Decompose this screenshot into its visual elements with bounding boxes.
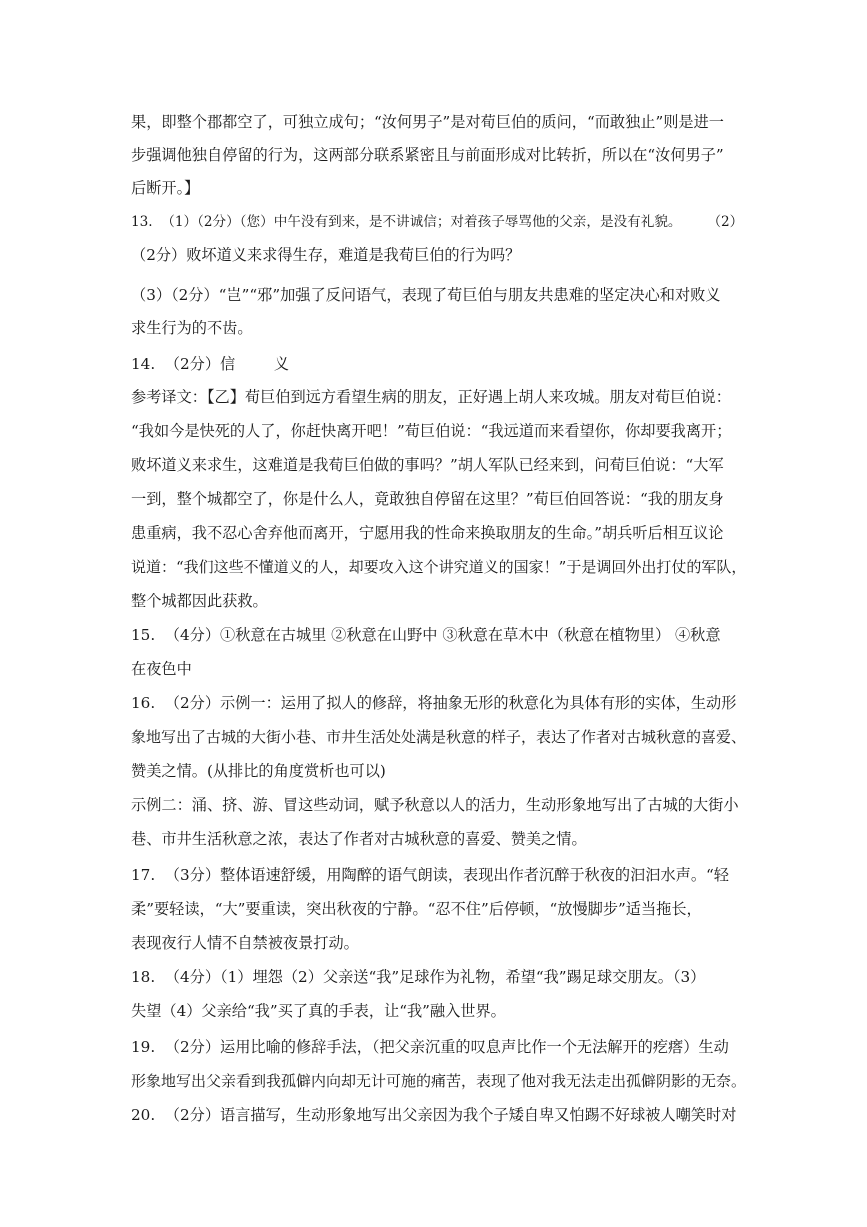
text-line: 失望（4）父亲给“我”买了真的手表，让“我”融入世界。 xyxy=(131,1002,506,1020)
text-line: 一到，整个城都空了，你是什么人，竟敢独自停留在这里？”荀巨伯回答说：“我的朋友身 xyxy=(131,490,724,508)
answer-15-line-1: 15. （4分）①秋意在古城里 ②秋意在山野中 ③秋意在草木中（秋意在植物里） ④秋意 xyxy=(131,626,721,644)
text-line: 柔”要轻读，“大”要重读，突出秋夜的宁静。“忍不住”后停顿，“放慢脚步”适当拖长， xyxy=(131,900,702,918)
answer-13-line-1: 13. （1）（2分）（您）中午没有到来，是不讲诚信；对着孩子辱骂他的父亲，是没有礼貌。 （2） xyxy=(131,214,744,230)
text-line: 示例二：涌、挤、游、冒这些动词，赋予秋意以人的活力，生动形象地写出了古城的大街小 xyxy=(131,796,739,814)
text-line: 在夜色中 xyxy=(131,660,192,678)
answer-14-line: 14. （2分）信 义 xyxy=(131,355,290,373)
text-line: 步强调他独自停留的行为，这两部分联系紧密且与前面形成对比转折，所以在“汝何男子” xyxy=(131,146,724,164)
text-line: （3）（2分）“岂”“邪”加强了反问语气，表现了荀巨伯与朋友共患难的坚定决心和对败义 xyxy=(131,286,721,304)
answer-18-line-1: 18. （4分）（1）埋怨（2）父亲送“我”足球作为礼物，希望“我”踢足球交朋友。（3） xyxy=(131,968,706,986)
translation-heading-line: 参考译文：【乙】荀巨伯到远方看望生病的朋友，正好遇上胡人来攻城。朋友对荀巨伯说： xyxy=(131,388,731,406)
answer-19-line-1: 19. （2分）运用比喻的修辞手法，（把父亲沉重的叹息声比作一个无法解开的疙瘩）生动 xyxy=(131,1038,729,1056)
text-line: 整个城都因此获救。 xyxy=(131,592,268,610)
text-line: 求生行为的不齿。 xyxy=(131,319,253,337)
text-line: 败坏道义来求生，这难道是我荀巨伯做的事吗？”胡人军队已经来到，问荀巨伯说：“大军 xyxy=(131,456,724,474)
answer-17-line-1: 17. （3分）整体语速舒缓，用陶醉的语气朗读，表现出作者沉醉于秋夜的汩汩水声。“轻 xyxy=(131,866,729,884)
answer-16-line-1: 16. （2分）示例一：运用了拟人的修辞，将抽象无形的秋意化为具体有形的实体，生动形 xyxy=(131,694,737,712)
answer-20-line-1: 20. （2分）语言描写，生动形象地写出父亲因为我个子矮自卑又怕踢不好球被人嘲笑时对 xyxy=(131,1106,737,1124)
text-line: 果，即整个郡都空了，可独立成句；“汝何男子”是对荀巨伯的质问，“而敢独止”则是进一 xyxy=(131,113,724,131)
text-line: 后断开。】 xyxy=(131,179,200,197)
text-line: 巷、市井生活秋意之浓，表达了作者对古城秋意的喜爱、赞美之情。 xyxy=(131,830,587,848)
text-line: 患重病，我不忍心舍弃他而离开，宁愿用我的性命来换取朋友的生命。”胡兵听后相互议论 xyxy=(131,524,724,542)
text-line: 表现夜行人情不自禁被夜景打动。 xyxy=(131,934,359,952)
text-line: “我如今是快死的人了，你赶快离开吧！”荀巨伯说：“我远道而来看望你，你却要我离开； xyxy=(131,422,732,440)
text-line: 象地写出了古城的大街小巷、市井生活处处满是秋意的样子，表达了作者对古城秋意的喜爱、 xyxy=(131,728,747,746)
text-line: 形象地写出父亲看到我孤僻内向却无计可施的痛苦，表现了他对我无法走出孤僻阴影的无奈。 xyxy=(131,1072,747,1090)
text-line: 说道：“我们这些不懂道义的人，却要攻入这个讲究道义的国家！”于是调回外出打仗的军队， xyxy=(131,558,747,576)
text-line: （2分）败坏道义来求得生存，难道是我荀巨伯的行为吗？ xyxy=(131,246,521,264)
text-line: 赞美之情。(从排比的角度赏析也可以) xyxy=(131,762,386,780)
